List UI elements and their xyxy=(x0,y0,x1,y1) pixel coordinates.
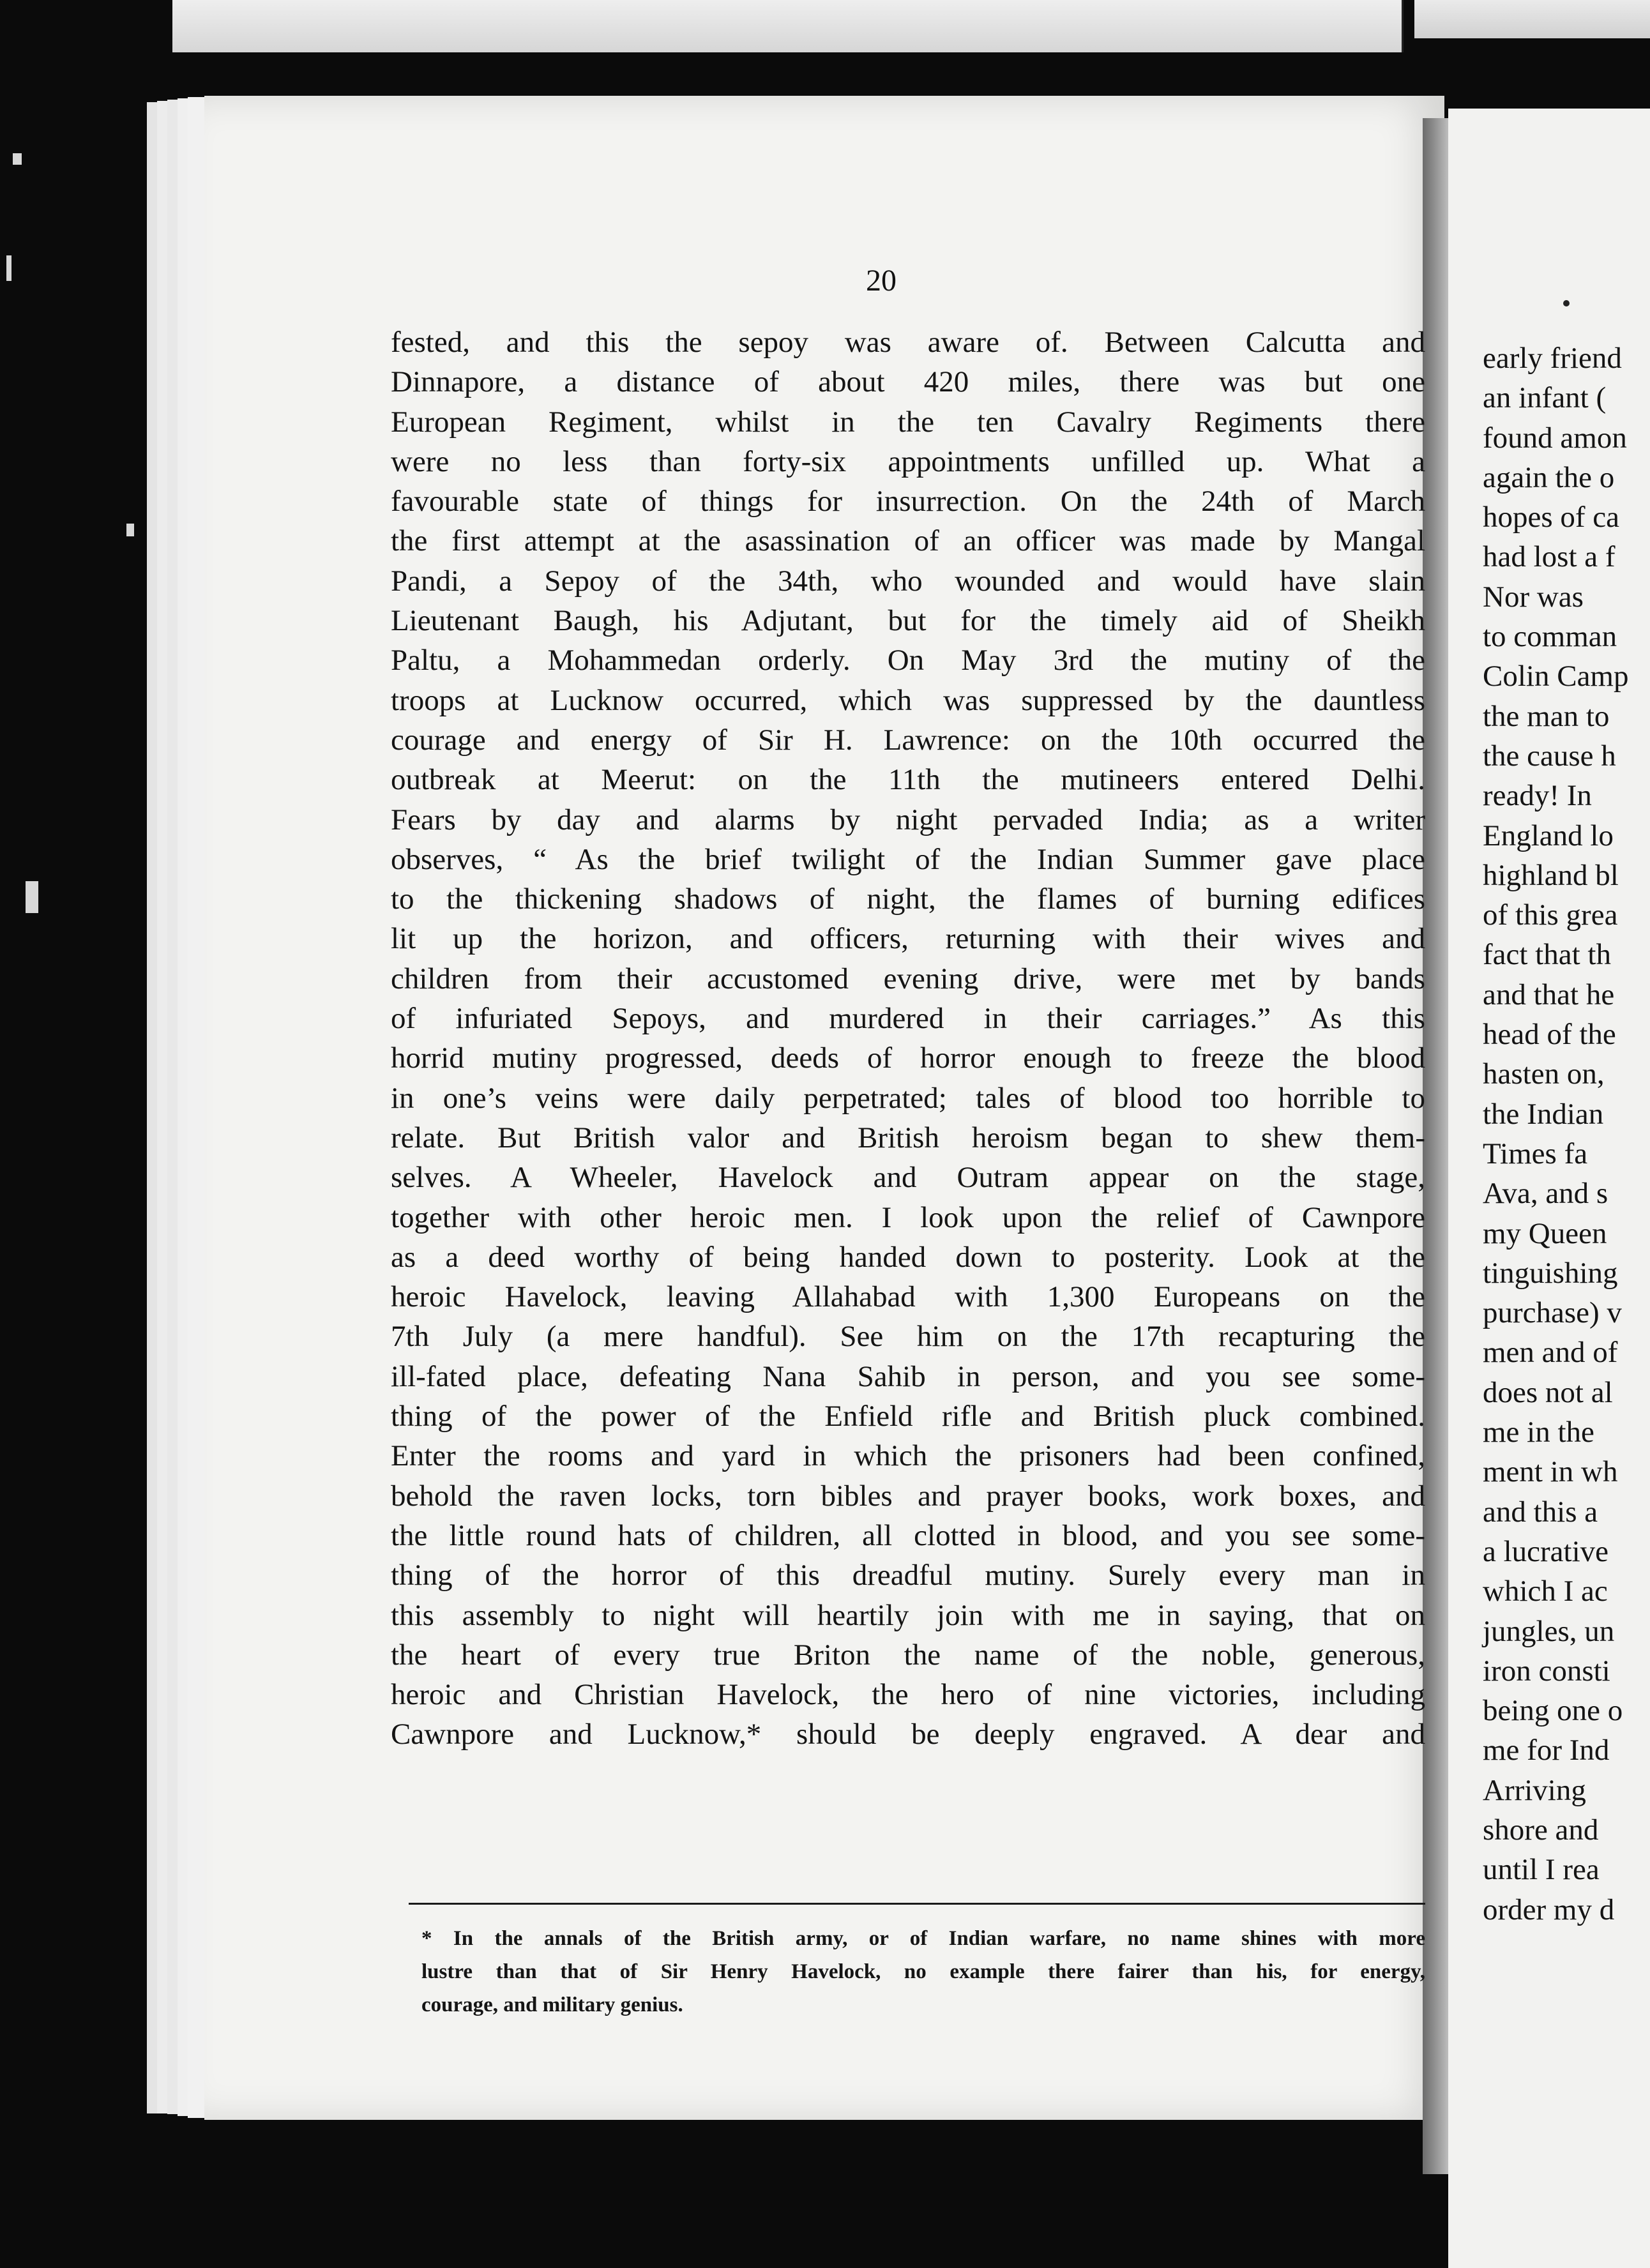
footnote xyxy=(421,1922,1425,2022)
text-line: European Regiment, whilst in the ten Cavalry Regiments there xyxy=(391,405,1425,439)
text-line: Lieutenant Baugh, his Adjutant, but for the timely aid of Sheikh xyxy=(391,604,1425,638)
text-line: thing of the power of the Enfield rifle and British pluck combined. xyxy=(391,1400,1425,1433)
text-line: the little round hats of children, all clotted in blood, and you see some- xyxy=(391,1518,1425,1552)
text-line: men and of xyxy=(1483,1336,1618,1370)
text-line: an infant ( xyxy=(1483,381,1607,415)
text-line: order my d xyxy=(1483,1893,1615,1926)
text-line: children from their accustomed evening drive, were met by bands xyxy=(391,962,1425,995)
text-line: and this a xyxy=(1483,1495,1598,1529)
text-line: until I rea xyxy=(1483,1853,1600,1887)
page-number: 20 xyxy=(866,264,897,298)
text-line: together with other heroic men. I look upon the relief of Cawnpore xyxy=(391,1200,1425,1234)
text-line: Cawnpore and Lucknow,* should be deeply engraved. A dear and xyxy=(391,1718,1425,1751)
text-line: purchase) v xyxy=(1483,1296,1622,1330)
text-line: of infuriated Sepoys, and murdered in their carriages.” As this xyxy=(391,1002,1425,1036)
text-line: Paltu, a Mohammedan orderly. On May 3rd the mutiny of the xyxy=(391,644,1425,677)
text-line: hopes of ca xyxy=(1483,501,1620,534)
scan-speck xyxy=(6,255,11,281)
text-line: England lo xyxy=(1483,819,1614,852)
text-line: Times fa xyxy=(1483,1137,1588,1170)
text-line: lit up the horizon, and officers, returning with their wives and xyxy=(391,922,1425,956)
text-line: ill-fated place, defeating Nana Sahib in person, and you see some- xyxy=(391,1359,1425,1393)
text-line: heroic Havelock, leaving Allahabad with 1,300 Europeans on the xyxy=(391,1280,1425,1314)
text-line: Pandi, a Sepoy of the 34th, who wounded and would have slain xyxy=(391,564,1425,598)
text-line: were no less than forty-six appointments unfilled up. What a xyxy=(391,444,1425,478)
text-line: to the thickening shadows of night, the flames of burning edifices xyxy=(391,882,1425,916)
text-line: had lost a f xyxy=(1483,540,1616,574)
previous-page-strip xyxy=(172,0,1404,52)
text-line: does not al xyxy=(1483,1375,1613,1409)
text-line: early friend xyxy=(1483,342,1622,375)
text-line: outbreak at Meerut: on the 11th the mutineers entered Delhi. xyxy=(391,763,1425,797)
text-line: of this grea xyxy=(1483,898,1618,932)
text-line: lustre than that of Sir Henry Havelock, no example there fairer than his, for energy, xyxy=(421,1960,1425,1983)
scan-speck xyxy=(126,524,134,536)
text-line: highland bl xyxy=(1483,858,1619,892)
text-line: to comman xyxy=(1483,620,1617,654)
text-line: Arriving xyxy=(1483,1773,1586,1807)
text-line: behold the raven locks, torn bibles and prayer books, work boxes, and xyxy=(391,1479,1425,1513)
text-line: fact that th xyxy=(1483,938,1611,972)
text-line: Nor was xyxy=(1483,580,1584,614)
body-text xyxy=(391,322,1425,1755)
text-line: observes, “ As the brief twilight of the Indian Summer gave place xyxy=(391,842,1425,876)
text-line: courage, and military genius. xyxy=(421,1993,683,2016)
ink-dot xyxy=(1563,300,1570,306)
text-line: hasten on, xyxy=(1483,1057,1605,1091)
scan-speck xyxy=(26,881,38,913)
text-line: Ava, and s xyxy=(1483,1177,1608,1211)
text-line: as a deed worthy of being handed down to posterity. Look at the xyxy=(391,1240,1425,1274)
text-line: selves. A Wheeler, Havelock and Outram appear on the stage, xyxy=(391,1161,1425,1195)
footnote-divider xyxy=(409,1903,1425,1905)
text-line: the man to xyxy=(1483,699,1610,733)
text-line: ment in wh xyxy=(1483,1455,1618,1489)
text-line: heroic and Christian Havelock, the hero of nine victories, including xyxy=(391,1678,1425,1712)
text-line: horrid mutiny progressed, deeds of horror enough to freeze the blood xyxy=(391,1041,1425,1075)
text-line: which I ac xyxy=(1483,1575,1608,1608)
text-line: the cause h xyxy=(1483,739,1616,773)
text-line: Fears by day and alarms by night pervaded India; as a writer xyxy=(391,803,1425,836)
text-line: again the o xyxy=(1483,460,1615,494)
text-line: Dinnapore, a distance of about 420 miles, there was but one xyxy=(391,365,1425,399)
text-line: thing of the horror of this dreadful mutiny. Surely every man in xyxy=(391,1559,1425,1592)
text-line: me in the xyxy=(1483,1416,1594,1449)
text-line: being one o xyxy=(1483,1694,1623,1728)
previous-page-strip-right xyxy=(1414,0,1650,38)
text-line: Colin Camp xyxy=(1483,660,1629,693)
text-line: fested, and this the sepoy was aware of. Between Calcutta and xyxy=(391,326,1425,359)
text-line: jungles, un xyxy=(1483,1614,1615,1648)
book-gutter xyxy=(1423,118,1448,2174)
text-line: me for Ind xyxy=(1483,1734,1610,1767)
text-line: a lucrative xyxy=(1483,1534,1609,1568)
text-line: this assembly to night will heartily join with me in saying, that on xyxy=(391,1598,1425,1632)
text-line: * In the annals of the British army, or of Indian warfare, no name shines with more xyxy=(421,1927,1425,1950)
text-line: in one’s veins were daily perpetrated; tales of blood too horrible to xyxy=(391,1081,1425,1115)
text-line: iron consti xyxy=(1483,1654,1610,1688)
text-line: and that he xyxy=(1483,978,1615,1011)
text-line: the heart of every true Briton the name of the noble, generous, xyxy=(391,1638,1425,1672)
right-page-text xyxy=(1483,338,1650,1930)
text-line: my Queen xyxy=(1483,1216,1607,1250)
text-line: found amon xyxy=(1483,421,1627,455)
text-line: shore and xyxy=(1483,1813,1599,1847)
scan-speck xyxy=(13,153,22,165)
text-line: favourable state of things for insurrection. On the 24th of March xyxy=(391,485,1425,518)
text-line: 7th July (a mere handful). See him on the 17th recapturing the xyxy=(391,1320,1425,1354)
text-line: the first attempt at the asassination of an officer was made by Mangal xyxy=(391,524,1425,558)
text-line: troops at Lucknow occurred, which was suppressed by the dauntless xyxy=(391,683,1425,717)
text-line: relate. But British valor and British heroism began to shew them- xyxy=(391,1121,1425,1154)
text-line: the Indian xyxy=(1483,1097,1604,1131)
text-line: Enter the rooms and yard in which the prisoners had been confined, xyxy=(391,1439,1425,1473)
text-line: ready! In xyxy=(1483,779,1592,813)
text-line: courage and energy of Sir H. Lawrence: on the 10th occurred the xyxy=(391,723,1425,757)
text-line: head of the xyxy=(1483,1018,1616,1052)
text-line: tinguishing xyxy=(1483,1256,1618,1290)
